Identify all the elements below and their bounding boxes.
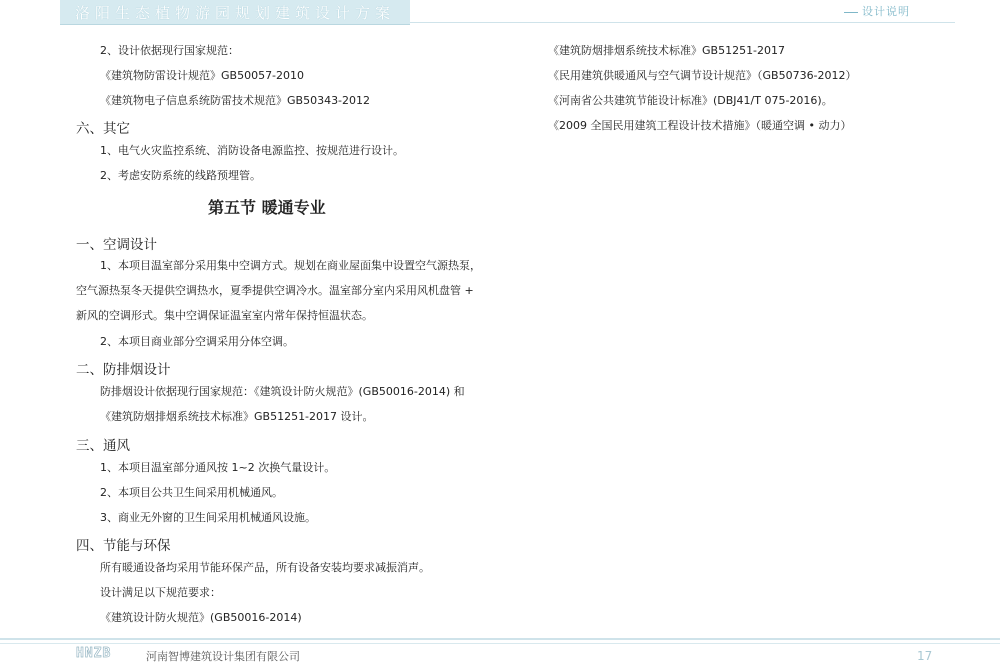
text-line: 设计满足以下规范要求： xyxy=(100,586,221,599)
company-name: 河南智博建筑设计集团有限公司 xyxy=(146,650,300,663)
text-line: 2、本项目商业部分空调采用分体空调。 xyxy=(100,335,294,348)
text-line: 2、本项目公共卫生间采用机械通风。 xyxy=(100,486,283,499)
text-line: 空气源热泵冬天提供空调热水，夏季提供空调冷水。温室部分室内采用风机盘管 + xyxy=(76,284,474,297)
text-line: 《建筑防烟排烟系统技术标准》GB51251-2017 xyxy=(548,44,786,57)
section-heading: 四、节能与环保 xyxy=(76,538,171,554)
dash-icon xyxy=(844,12,858,13)
text-line: 2、设计依据现行国家规范： xyxy=(100,44,239,57)
text-line: 3、商业无外窗的卫生间采用机械通风设施。 xyxy=(100,511,316,524)
text-line: 《建筑物防雷设计规范》GB50057-2010 xyxy=(100,69,305,82)
text-line: 《建筑防烟排烟系统技术标准》GB51251-2017 设计。 xyxy=(100,410,374,423)
section-tag-label: 设计说明 xyxy=(862,5,910,18)
text-line: 1、本项目温室部分通风按 1~2 次换气量设计。 xyxy=(100,461,336,474)
text-line: 1、电气火灾监控系统、消防设备电源监控、按规范进行设计。 xyxy=(100,144,404,157)
section-heading: 一、空调设计 xyxy=(76,237,157,253)
text-line: 2、考虑安防系统的线路预埋管。 xyxy=(100,169,261,182)
text-line: 1、本项目温室部分采用集中空调方式。规划在商业屋面集中设置空气源热泵， xyxy=(100,259,481,272)
footer-rule-bottom xyxy=(0,643,1000,644)
section-heading: 六、其它 xyxy=(76,121,130,137)
text-line: 《建筑物电子信息系统防雷技术规范》GB50343-2012 xyxy=(100,94,371,107)
section-heading: 三、通风 xyxy=(76,438,130,454)
text-line: 所有暖通设备均采用节能环保产品，所有设备安装均要求减振消声。 xyxy=(100,561,430,574)
page-number: 17 xyxy=(917,649,933,663)
section-tag xyxy=(844,3,910,19)
footer-rule-top xyxy=(0,638,1000,640)
document-title: 洛阳生态植物游园规划建筑设计方案 xyxy=(74,3,395,22)
text-line: 《建筑设计防火规范》(GB50016-2014) xyxy=(100,611,302,624)
header-rule xyxy=(410,22,955,23)
text-line: 新风的空调形式。集中空调保证温室室内常年保持恒温状态。 xyxy=(76,309,373,322)
company-logo: HNZB xyxy=(76,646,112,661)
chapter-heading: 第五节 暖通专业 xyxy=(208,198,326,217)
page-header xyxy=(0,0,1000,26)
section-heading: 二、防排烟设计 xyxy=(76,362,171,378)
text-line: 《2009 全国民用建筑工程设计技术措施》（暖通空调 • 动力） xyxy=(548,119,852,132)
text-line: 《河南省公共建筑节能设计标准》(DBJ41/T 075-2016)。 xyxy=(548,94,833,107)
text-line: 防排烟设计依据现行国家规范：《建筑设计防火规范》(GB50016-2014) 和 xyxy=(100,385,465,398)
text-line: 《民用建筑供暖通风与空气调节设计规范》（GB50736-2012） xyxy=(548,69,857,82)
header-title-box xyxy=(60,0,410,25)
